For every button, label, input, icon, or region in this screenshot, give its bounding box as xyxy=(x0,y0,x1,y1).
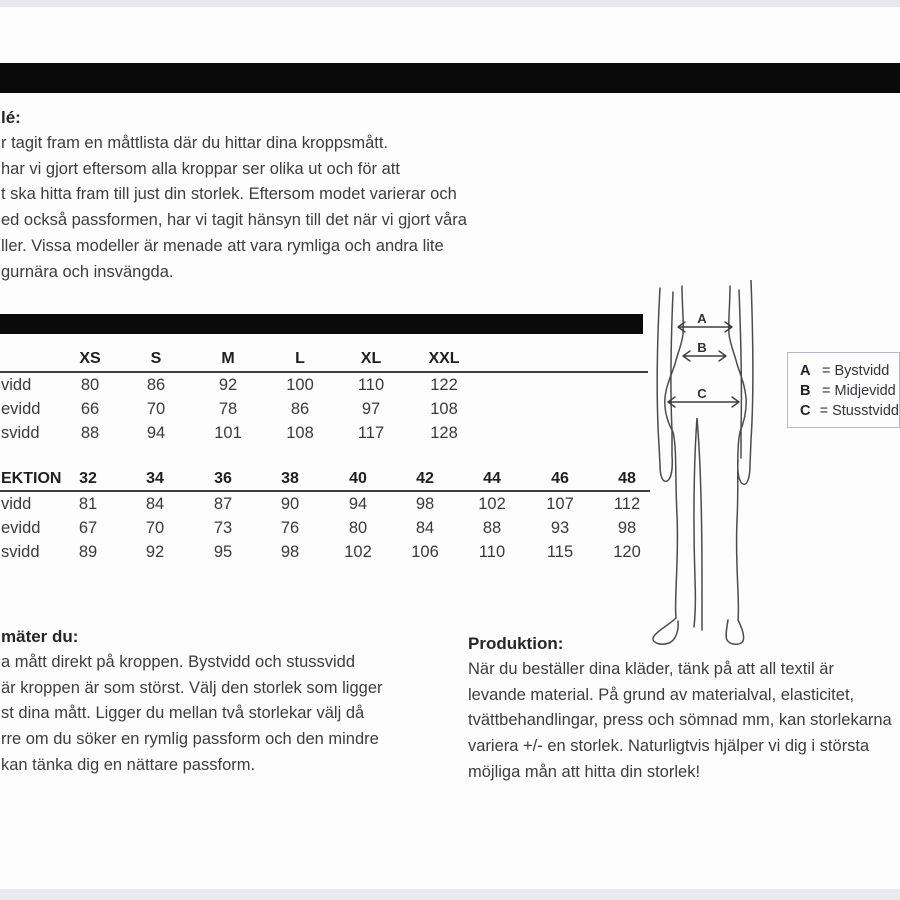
cell-value: 98 xyxy=(415,495,435,513)
figure-torso-right xyxy=(729,286,746,620)
intro-paragraph xyxy=(1,131,467,286)
production-heading: Produktion: xyxy=(468,634,564,653)
cell-value: 97 xyxy=(361,400,381,418)
intro-section xyxy=(1,105,467,286)
column-header: XS xyxy=(79,350,101,367)
intro-heading: lé: xyxy=(1,108,21,127)
measurement-legend xyxy=(787,352,900,428)
legend-item xyxy=(800,381,899,401)
figure-left-arm xyxy=(657,288,672,481)
cell-value: 84 xyxy=(415,519,435,537)
cell-value: 115 xyxy=(546,543,574,561)
cell-value: 108 xyxy=(286,424,314,442)
cell-value: 106 xyxy=(411,543,439,561)
legend-value: = Bystvidd xyxy=(822,363,890,379)
production-paragraph xyxy=(468,657,892,786)
row-label: evidd xyxy=(1,400,41,418)
production-line: När du beställer dina kläder, tänk på att all textil är xyxy=(468,659,834,678)
konfektion-size-table xyxy=(0,469,660,569)
figure-torso-left xyxy=(665,286,683,618)
table-header-label: EKTION xyxy=(1,470,62,487)
figure-arrow-label: C xyxy=(697,386,707,401)
production-section xyxy=(468,631,892,786)
cell-value: 102 xyxy=(344,543,372,561)
production-line: möjliga mån att hitta din storlek! xyxy=(468,762,701,781)
cell-value: 86 xyxy=(290,400,310,418)
row-label: svidd xyxy=(1,424,40,442)
cell-value: 86 xyxy=(146,376,166,394)
intro-line: r tagit fram en måttlista där du hittar dina kroppsmått. xyxy=(1,133,389,152)
legend-key: C xyxy=(800,403,811,419)
cell-value: 93 xyxy=(550,519,570,537)
cell-value: 101 xyxy=(214,424,242,442)
column-header: 40 xyxy=(349,470,367,487)
intro-line: har vi gjort eftersom alla kroppar ser olika ut och för att xyxy=(1,159,400,178)
row-label: vidd xyxy=(1,376,32,394)
table-section-title-bar xyxy=(0,314,643,334)
column-header: 32 xyxy=(79,470,97,487)
intro-line: ed också passformen, har vi tagit hänsyn till det när vi gjort våra xyxy=(1,211,467,230)
column-header: M xyxy=(221,350,235,367)
cell-value: 110 xyxy=(357,376,385,394)
legend-item xyxy=(800,361,899,381)
measure-section xyxy=(1,624,383,779)
cell-value: 128 xyxy=(430,424,458,442)
cell-value: 81 xyxy=(78,495,98,513)
measure-line: st dina mått. Ligger du mellan två storlekar välj då xyxy=(1,704,365,723)
cell-value: 66 xyxy=(80,400,100,418)
cell-value: 102 xyxy=(478,495,506,513)
measure-heading: mäter du: xyxy=(1,627,79,646)
legend-key: B xyxy=(800,383,811,399)
column-header: XXL xyxy=(428,350,460,367)
redacted-header-bar xyxy=(0,63,900,93)
measure-line: kan tänka dig en nättare passform. xyxy=(1,755,256,774)
cell-value: 100 xyxy=(286,376,314,394)
cell-value: 80 xyxy=(348,519,368,537)
cell-value: 70 xyxy=(145,519,165,537)
cell-value: 84 xyxy=(145,495,165,513)
row-label: vidd xyxy=(1,495,32,513)
column-header: 48 xyxy=(618,470,636,487)
cell-value: 80 xyxy=(80,376,100,394)
cell-value: 108 xyxy=(430,400,458,418)
production-line: tvättbehandlingar, press och sömnad mm, kan storlekarna xyxy=(468,711,892,730)
row-label: evidd xyxy=(1,519,41,537)
column-header: 36 xyxy=(214,470,232,487)
legend-key: A xyxy=(800,363,811,379)
letter-size-table xyxy=(0,349,660,449)
cell-value: 94 xyxy=(146,424,166,442)
column-header: 46 xyxy=(551,470,569,487)
intro-line: gurnära och insvängda. xyxy=(1,262,174,281)
cell-value: 110 xyxy=(478,543,506,561)
column-header: 42 xyxy=(416,470,434,487)
production-line: variera +/- en storlek. Naturligtvis hjälper vi dig i största xyxy=(468,737,870,756)
photo-edge-bottom xyxy=(0,889,900,900)
cell-value: 94 xyxy=(348,495,368,513)
header-underline xyxy=(0,490,650,492)
cell-value: 88 xyxy=(482,519,502,537)
cell-value: 89 xyxy=(78,543,98,561)
intro-line: t ska hitta fram till just din storlek. Eftersom modet varierar och xyxy=(1,185,457,204)
cell-value: 67 xyxy=(78,519,98,537)
column-header: XL xyxy=(360,350,382,367)
column-header: S xyxy=(150,350,162,367)
cell-value: 107 xyxy=(546,495,574,513)
column-header: 38 xyxy=(281,470,299,487)
figure-arrow-label: B xyxy=(697,340,707,355)
cell-value: 92 xyxy=(218,376,238,394)
intro-line: ller. Vissa modeller är menade att vara rymliga och andra lite xyxy=(1,236,444,255)
column-header: L xyxy=(295,350,305,367)
measure-line: är kroppen är som störst. Välj den storlek som ligger xyxy=(1,678,383,697)
figure-inner-legs xyxy=(694,418,702,630)
cell-value: 122 xyxy=(430,376,458,394)
measure-paragraph xyxy=(1,650,383,779)
cell-value: 95 xyxy=(213,543,233,561)
legend-item xyxy=(800,401,899,421)
legend-value: = Stusstvidd xyxy=(819,403,899,419)
legend-value: = Midjevidd xyxy=(822,383,896,399)
production-line: levande material. På grund av materialval, elasticitet, xyxy=(468,685,855,704)
cell-value: 98 xyxy=(280,543,300,561)
cell-value: 73 xyxy=(213,519,233,537)
cell-value: 120 xyxy=(613,543,641,561)
cell-value: 76 xyxy=(280,519,300,537)
cell-value: 87 xyxy=(213,495,233,513)
measure-line: a mått direkt på kroppen. Bystvidd och stussvidd xyxy=(1,652,356,671)
cell-value: 88 xyxy=(80,424,100,442)
cell-value: 98 xyxy=(617,519,637,537)
measure-line: rre om du söker en rymlig passform och den mindre xyxy=(1,730,379,749)
column-header: 44 xyxy=(483,470,501,487)
cell-value: 90 xyxy=(280,495,300,513)
cell-value: 70 xyxy=(146,400,166,418)
photo-edge-top xyxy=(0,0,900,7)
cell-value: 112 xyxy=(613,495,641,513)
header-underline xyxy=(0,371,648,373)
cell-value: 92 xyxy=(145,543,165,561)
cell-value: 78 xyxy=(218,400,238,418)
cell-value: 117 xyxy=(357,424,385,442)
row-label: svidd xyxy=(1,543,40,561)
column-header: 34 xyxy=(146,470,164,487)
body-measurement-figure xyxy=(645,280,785,652)
figure-arrow-label: A xyxy=(697,311,707,326)
